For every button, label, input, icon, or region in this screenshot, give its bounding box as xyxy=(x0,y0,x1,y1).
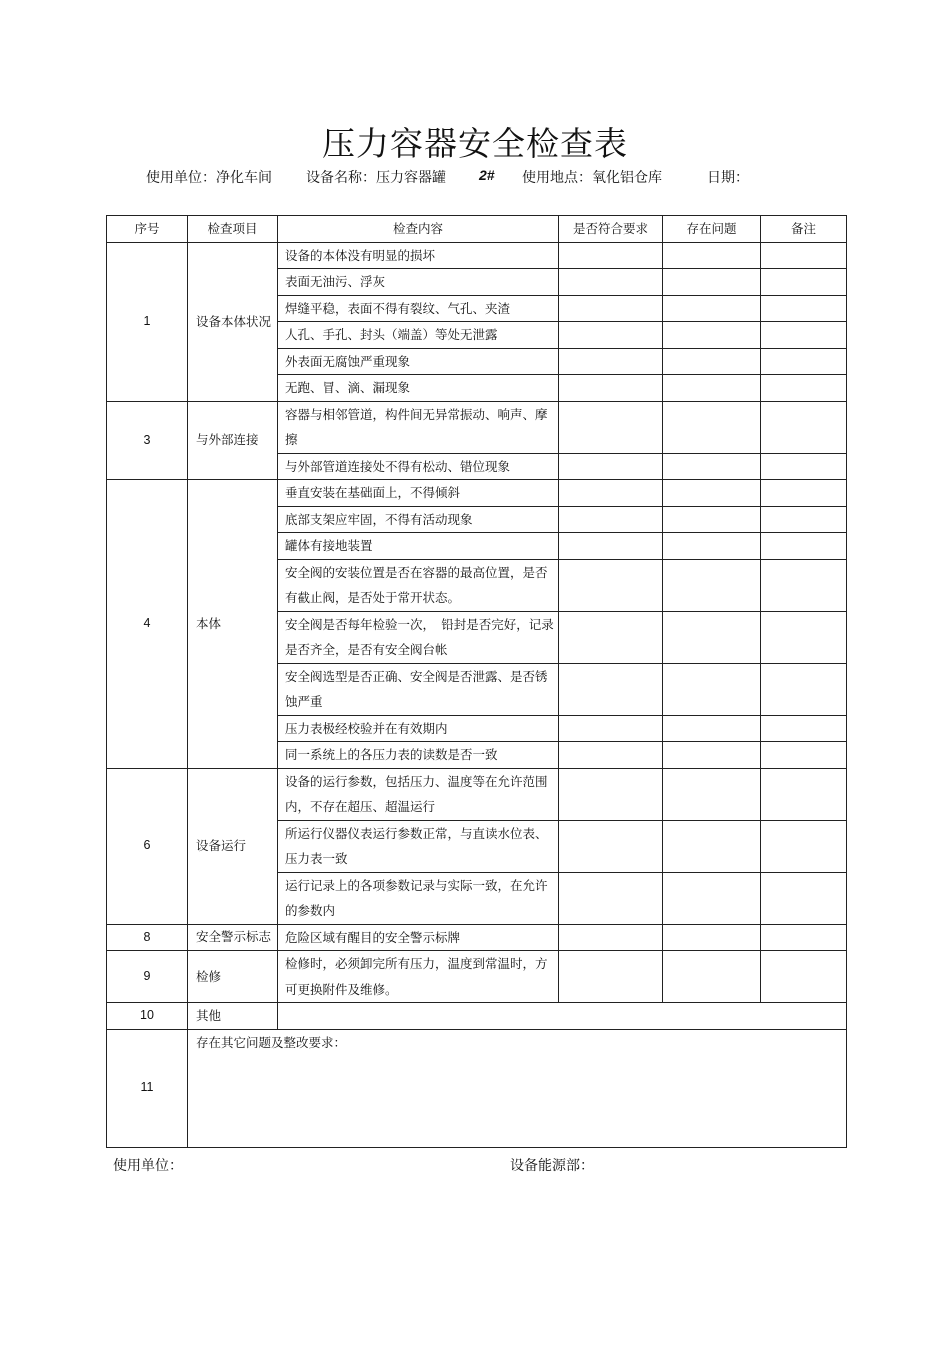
location-field: 使用地点：氧化铝仓库 xyxy=(522,170,662,186)
check-content: 设备的运行参数，包括压力、温度等在允许范围内，不存在超压、超温运行 xyxy=(278,768,559,820)
issues-cell[interactable] xyxy=(188,1029,847,1147)
other-content-cell[interactable] xyxy=(278,1003,847,1030)
compliant-cell[interactable] xyxy=(559,322,663,349)
check-content: 设备的本体没有明显的损坏 xyxy=(278,242,559,269)
remark-cell[interactable] xyxy=(761,533,847,560)
check-content: 底部支架应牢固，不得有活动现象 xyxy=(278,506,559,533)
header-content: 检查内容 xyxy=(278,216,559,243)
header-row xyxy=(107,216,847,243)
remark-cell[interactable] xyxy=(761,715,847,742)
check-item: 本体 xyxy=(188,480,278,769)
check-content: 危险区域有醒目的安全警示标牌 xyxy=(278,924,559,951)
check-content: 容器与相邻管道，构件间无异常振动、响声、摩擦 xyxy=(278,401,559,453)
problem-cell[interactable] xyxy=(663,611,761,663)
remark-cell[interactable] xyxy=(761,924,847,951)
table-row xyxy=(107,480,847,507)
table-row xyxy=(107,924,847,951)
row-number: 6 xyxy=(107,768,188,924)
compliant-cell[interactable] xyxy=(559,951,663,1003)
problem-cell[interactable] xyxy=(663,872,761,924)
footer-department: 设备能源部： xyxy=(510,1158,594,1174)
compliant-cell[interactable] xyxy=(559,375,663,402)
table-row xyxy=(107,401,847,453)
check-item: 检修 xyxy=(188,951,278,1003)
remark-cell[interactable] xyxy=(761,506,847,533)
row-number: 1 xyxy=(107,242,188,401)
row-number: 9 xyxy=(107,951,188,1003)
table-row xyxy=(107,242,847,269)
problem-cell[interactable] xyxy=(663,768,761,820)
unit-field: 使用单位：净化车间 xyxy=(146,170,272,186)
compliant-cell[interactable] xyxy=(559,715,663,742)
compliant-cell[interactable] xyxy=(559,559,663,611)
compliant-cell[interactable] xyxy=(559,768,663,820)
page-title: 压力容器安全检查表 xyxy=(322,124,628,163)
compliant-cell[interactable] xyxy=(559,269,663,296)
problem-cell[interactable] xyxy=(663,715,761,742)
problem-cell[interactable] xyxy=(663,559,761,611)
header-compliant: 是否符合要求 xyxy=(559,216,663,243)
remark-cell[interactable] xyxy=(761,951,847,1003)
problem-cell[interactable] xyxy=(663,480,761,507)
problem-cell[interactable] xyxy=(663,506,761,533)
remark-cell[interactable] xyxy=(761,295,847,322)
check-content: 与外部管道连接处不得有松动、错位现象 xyxy=(278,453,559,480)
compliant-cell[interactable] xyxy=(559,611,663,663)
problem-cell[interactable] xyxy=(663,375,761,402)
problem-cell[interactable] xyxy=(663,295,761,322)
table-row xyxy=(107,768,847,820)
check-item: 其他 xyxy=(188,1003,278,1030)
row-number: 11 xyxy=(107,1029,188,1147)
check-content: 罐体有接地装置 xyxy=(278,533,559,560)
check-content: 压力表极经校验并在有效期内 xyxy=(278,715,559,742)
header-no: 序号 xyxy=(107,216,188,243)
check-content: 垂直安装在基础面上，不得倾斜 xyxy=(278,480,559,507)
problem-cell[interactable] xyxy=(663,242,761,269)
check-item: 设备运行 xyxy=(188,768,278,924)
check-item: 安全警示标志 xyxy=(188,924,278,951)
compliant-cell[interactable] xyxy=(559,348,663,375)
check-item: 与外部连接 xyxy=(188,401,278,480)
compliant-cell[interactable] xyxy=(559,480,663,507)
header-remarks: 备注 xyxy=(761,216,847,243)
remark-cell[interactable] xyxy=(761,401,847,453)
issues-label: 存在其它问题及整改要求： xyxy=(196,1034,347,1050)
problem-cell[interactable] xyxy=(663,453,761,480)
check-content: 人孔、手孔、封头（端盖）等处无泄露 xyxy=(278,322,559,349)
footer-unit: 使用单位： xyxy=(113,1158,183,1174)
header-item: 检查项目 xyxy=(188,216,278,243)
remark-cell[interactable] xyxy=(761,242,847,269)
problem-cell[interactable] xyxy=(663,401,761,453)
remark-cell[interactable] xyxy=(761,742,847,769)
problem-cell[interactable] xyxy=(663,348,761,375)
check-content: 检修时，必须卸完所有压力，温度到常温时，方可更换附件及维修。 xyxy=(278,951,559,1003)
table-row-other xyxy=(107,1003,847,1030)
remark-cell[interactable] xyxy=(761,611,847,663)
equipment-field: 设备名称：压力容器罐 xyxy=(306,170,446,186)
remark-cell[interactable] xyxy=(761,820,847,872)
row-number: 4 xyxy=(107,480,188,769)
remark-cell[interactable] xyxy=(761,559,847,611)
compliant-cell[interactable] xyxy=(559,872,663,924)
equipment-number: 2# xyxy=(479,167,495,183)
check-item: 设备本体状况 xyxy=(188,242,278,401)
check-content: 无跑、冒、滴、漏现象 xyxy=(278,375,559,402)
check-content: 安全阀是否每年检验一次， 铅封是否完好，记录是否齐全，是否有安全阀台帐 xyxy=(278,611,559,663)
compliant-cell[interactable] xyxy=(559,453,663,480)
remark-cell[interactable] xyxy=(761,453,847,480)
compliant-cell[interactable] xyxy=(559,295,663,322)
check-content: 外表面无腐蚀严重现象 xyxy=(278,348,559,375)
compliant-cell[interactable] xyxy=(559,242,663,269)
problem-cell[interactable] xyxy=(663,663,761,715)
check-content: 运行记录上的各项参数记录与实际一致，在允许的参数内 xyxy=(278,872,559,924)
remark-cell[interactable] xyxy=(761,375,847,402)
header-problems: 存在问题 xyxy=(663,216,761,243)
compliant-cell[interactable] xyxy=(559,401,663,453)
compliant-cell[interactable] xyxy=(559,663,663,715)
problem-cell[interactable] xyxy=(663,820,761,872)
problem-cell[interactable] xyxy=(663,322,761,349)
compliant-cell[interactable] xyxy=(559,742,663,769)
check-content: 焊缝平稳，表面不得有裂纹、气孔、夹渣 xyxy=(278,295,559,322)
remark-cell[interactable] xyxy=(761,480,847,507)
table-row-issues xyxy=(107,1029,847,1147)
problem-cell[interactable] xyxy=(663,533,761,560)
row-number: 8 xyxy=(107,924,188,951)
check-content: 安全阀的安装位置是否在容器的最高位置，是否有截止阀，是否处于常开状态。 xyxy=(278,559,559,611)
remark-cell[interactable] xyxy=(761,269,847,296)
check-content: 安全阀选型是否正确、安全阀是否泄露、是否锈蚀严重 xyxy=(278,663,559,715)
compliant-cell[interactable] xyxy=(559,820,663,872)
row-number: 10 xyxy=(107,1003,188,1030)
check-content: 所运行仪器仪表运行参数正常，与直读水位表、压力表一致 xyxy=(278,820,559,872)
date-field: 日期： xyxy=(707,170,749,186)
remark-cell[interactable] xyxy=(761,872,847,924)
compliant-cell[interactable] xyxy=(559,533,663,560)
problem-cell[interactable] xyxy=(663,269,761,296)
compliant-cell[interactable] xyxy=(559,924,663,951)
table-row xyxy=(107,951,847,1003)
row-number: 3 xyxy=(107,401,188,480)
problem-cell[interactable] xyxy=(663,742,761,769)
problem-cell[interactable] xyxy=(663,924,761,951)
remark-cell[interactable] xyxy=(761,663,847,715)
remark-cell[interactable] xyxy=(761,322,847,349)
check-content: 表面无油污、浮灰 xyxy=(278,269,559,296)
check-content: 同一系统上的各压力表的读数是否一致 xyxy=(278,742,559,769)
inspection-table xyxy=(106,215,847,1148)
remark-cell[interactable] xyxy=(761,768,847,820)
remark-cell[interactable] xyxy=(761,348,847,375)
compliant-cell[interactable] xyxy=(559,506,663,533)
problem-cell[interactable] xyxy=(663,951,761,1003)
